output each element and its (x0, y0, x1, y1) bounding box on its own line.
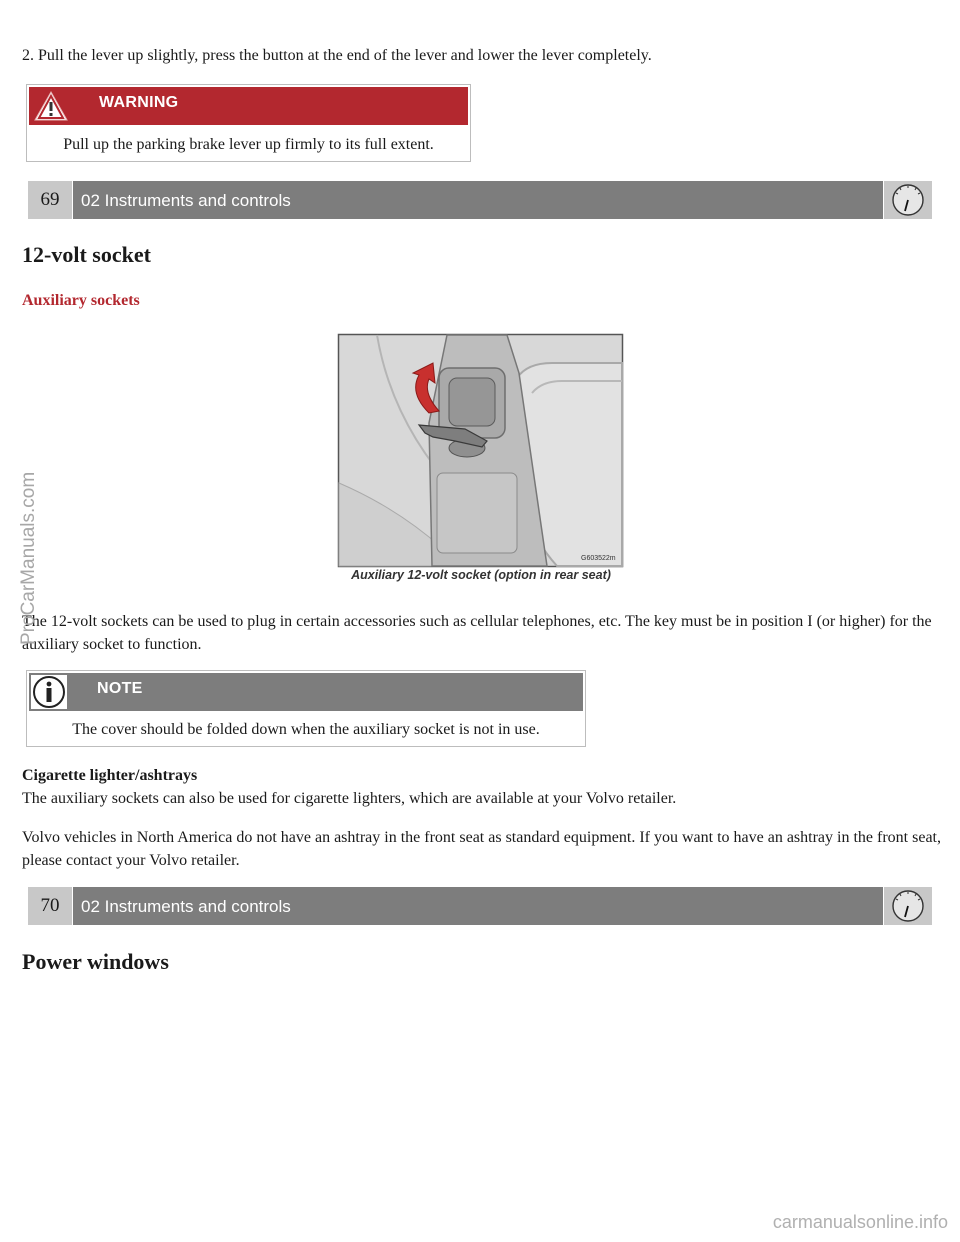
section-title-power-windows: Power windows (22, 949, 169, 974)
gauge-icon (884, 887, 932, 925)
socket-illustration (337, 333, 624, 585)
chapter-header-69 (28, 181, 932, 219)
figure-caption: Auxiliary 12-volt socket (option in rear seat) (351, 568, 611, 582)
gauge-icon (884, 181, 932, 219)
info-icon (31, 675, 67, 709)
auxiliary-socket-figure (337, 333, 624, 585)
section-12v-paragraph: The 12-volt sockets can be used to plug in certain accessories such as cellular telephones, etc. The key must be in position I (or higher) for the auxiliary socket to function. (22, 613, 932, 653)
warning-label: WARNING (99, 94, 179, 111)
cigarette-heading: Cigarette lighter/ashtrays (22, 767, 198, 784)
section-subtitle-aux: Auxiliary sockets (22, 292, 140, 309)
note-label: NOTE (97, 680, 143, 697)
chapter-header-70 (28, 887, 932, 925)
warning-box (26, 84, 471, 162)
chapter-title: 02 Instruments and controls (73, 181, 883, 219)
section-title-12v: 12-volt socket (22, 242, 151, 267)
intro-step-text: 2. Pull the lever up slightly, press the button at the end of the lever and lower the lever completely. (22, 47, 652, 64)
chapter-page-number: 70 (28, 887, 72, 925)
chapter-title: 02 Instruments and controls (73, 887, 883, 925)
note-header (29, 673, 583, 711)
side-watermark: ProCarManuals.com (18, 471, 39, 645)
figure-code: G603522m (581, 555, 616, 562)
warning-header (29, 87, 468, 125)
note-text: The cover should be folded down when the auxiliary socket is not in use. (72, 721, 540, 738)
warning-triangle-icon (33, 90, 69, 122)
footer-watermark: carmanualsonline.info (772, 1212, 948, 1232)
warning-text: Pull up the parking brake lever up firmly to its full extent. (63, 136, 434, 153)
chapter-page-number: 69 (28, 181, 72, 219)
cigarette-paragraph-1: The auxiliary sockets can also be used for cigarette lighters, which are available at your Volvo retailer. (22, 790, 677, 807)
cigarette-paragraph-2: Volvo vehicles in North America do not have an ashtray in the front seat as standard equipment. If you want to have an ashtray in the front seat, please contact your Volvo retailer. (22, 829, 941, 869)
note-box (26, 670, 586, 747)
